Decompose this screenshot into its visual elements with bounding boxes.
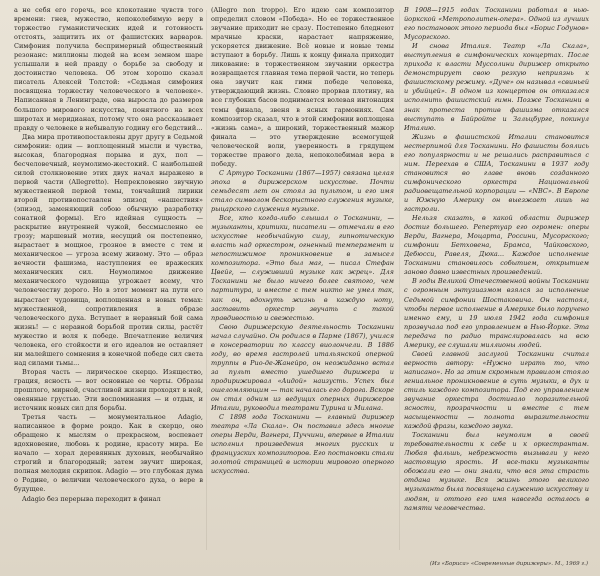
text-column-right (404, 6, 589, 551)
paragraph: И снова Италия. Театр «Ла Скала», выступления в симфонических концертах. После прихода к власти Муссолини дирижер открыто демонстрирует свою резкую неприязнь к фашистскому режиму. «Дуче» он называл «свиньей и убийцей». В одном из концертов он отказался исполнить фашистский гимн. Позже Тосканини в знак протеста против фашизма отказался выступать в Байройте и Зальцбурге, покинул Италию. (404, 42, 589, 132)
paragraph: Нельзя сказать, в какой области дирижер достиг большего. Репертуар его огромен: оперы Верди, Вагнера, Моцарта, Россини, Мусоргского; симфонии Бетховена, Брамса, Чайковского, Дебюсси, Равеля, Дюка... Каждое исполнение Тосканини становилось событием, открытием заново давно известных произведений. (404, 214, 589, 277)
paragraph: Третья часть — монументальное Adagio, написанное в форме рондо. Как в скерцо, оно обращено к мыслям о прекрасном, воспевает вдохновение, любовь к родине, красоту мира. Ее начало — хорал деревянных духовых, необычайно строгий и благородный; затем звучит широкая, полная мелодия скрипок. Adagio — это глубокая дума о Родине, о величии человеческого духа, о вере в будущее. (14, 413, 203, 494)
paragraph: Тосканини был неумолим в своей требовательности к себе и к оркестрантам. Любая фальшь, небрежность вызывали у него настоящую ярость. И все-таки музыканты обожали его — они знали, что вся эта страсть отдана музыке. Вся жизнь этого великого музыканта была посвящена служению искусству и людям, и оттого его имя навсегда осталось в памяти человечества. (404, 431, 589, 512)
paragraph: (Allegro non troppo). Его идею сам композитор определил словом «Победа». Но ее торжественное звучание приходит не сразу. Постепенно бледнеют мрачные краски, нарастает напряжение, ускоряется движение. Всё новые и новые темы вступают в борьбу. Лишь к концу финала приходит ликование: в торжественном звучании оркестра возвращается главная тема первой части, но теперь она звучит как гимн победе человека, утверждающий жизнь. Словно прорвав плотину, на все глубоких басов поднимается волевая интонация темы финала, звеня в ясных гармониях. Сам композитор сказал, что в этой симфонии воплощена «жизнь сама», а широкий, торжественный мажор финала — это утверждение всемогущей человеческой воли, уверенность в грядущем торжестве правого дела, непоколебимая вера в победу. (211, 6, 394, 168)
text-column-middle (211, 6, 394, 566)
text-column-left (14, 6, 203, 566)
paragraph: Вторая часть — лирическое скерцо. Изящество, грация, ясность — вот основные ее черты. Образы прошлого, мирной, счастливой жизни проходят в ней, овеянные грустью. Эти воспоминания — и отдых, и источник новых сил для борьбы. (14, 367, 203, 413)
column-gutter (206, 10, 207, 550)
column-gutter (399, 10, 400, 550)
paragraph: В годы Великой Отечественной войны Тосканини с огромным энтузиазмом взялся за исполнение Седьмой симфонии Шостаковича. Он настоял, чтобы первое исполнение в Америке было поручено именно ему, и 19 июля 1942 года симфония прозвучала под его управлением в Нью-Йорке. Эта передача по радио транслировалась на всю Америку, ее слушали миллионы людей. (404, 277, 589, 349)
source-citation: (Из «Бориса» «Современные дирижеры». М., 1969 г.) (429, 561, 588, 567)
paragraph: В 1908—1915 годах Тосканини работал в нью-йоркской «Метрополитен-опера». Одной из лучших его постановок этого периода был «Борис Годунов» Мусоргского. (404, 6, 589, 42)
paragraph: Два мира противопоставлены друг другу в Седьмой симфонии: один — воплощенный мысли и чувства, высокая, благородная порыва и дух, пол — бесчеловечный, неумолимо-жестокий. С наибольшей силой столкновение этих двух начал выражено в первой части (Allegretto). Непрекловенно звучную мужественной первой темы, тончайший лирики второй противопоставлен эпизод «нашествия» (эпизод, заменяющий собою обычную разработку сонатной формы). Его идейная сущность — раскрытие внутренней чужой, бессмысленно ее грозу; маршевый мотив, несущий он постепенно, вырастает в мощное, грозное в вместе с тем и механическое — угроза всему живому. Это — образ вечности фашизма, наступления ее вражеских механических сил. Неумолимое движение механического чудовища угрожает всему, что человечеству дорого. Но в этот момент на пути его вырастает чудовища, воплощенная в новых темах: мужественной, сопротивления в образе человеческого духа. Вступает в неравный бой сама жизнь! — с неравной борьбой против силы, растёт мужество и воля к победе. Впечатление величия человека, его стойкости и его идеалов не оставляет ни малейшего сомнения в конечной победе сил света над силами тьмы... (14, 132, 203, 367)
paragraph: С 1898 года Тосканини — главный дирижер театра «Ла Скала». Он поставил здесь многие оперы Верди, Вагнера, Пуччини, впервые в Италии исполнил произведения многих русских и французских композиторов. Его постановки стали золотой страницей в истории мирового оперного искусства. (211, 413, 394, 476)
paragraph: Все, кто когда-либо слышал о Тосканини, — музыканты, критики, писатели — отмечали в его искусстве необычайную силу, гипнотическую власть над оркестром, огненный темперамент и непостижимое проникновение в замысел композитора. «Это был маг, — писал Стефан Цвейг, — служивший музыке как жрец». Для Тосканини не было ничего более святого, чем партитура, и вместе с тем никто не умел так, как он, вдохнуть жизнь в каждую ноту, заставить оркестр звучать с такой правдивостью и свежестью. (211, 214, 394, 322)
paragraph: Жизнь в фашистской Италии становится нестерпимой для Тосканини. Но фашисты боялись его популярности и не решались расправиться с ним. Переехав в США, Тосканини в 1937 году становится во главе вновь созданного симфонического оркестра Национальной радиовещательной корпорации — «NBC». В Европе и Южную Америку он выезжает лишь на гастроли. (404, 132, 589, 214)
paragraph: Adagio без перерыва переходит в финал (22, 494, 161, 503)
paragraph-intro-toscanini: С Артуро Тосканини (1867—1957) связана целая эпоха в дирижерском искусстве. Почти семьдесят лет он стоял за пультом, и его имя стало символом бескорыстного служения музыке, рыцарского служения музыке. (211, 168, 394, 214)
paragraph: Свою дирижерскую деятельность Тосканини начал случайно. Он родился в Парме (1867), учился в консерватории по классу виолончели. В 1886 году, во время гастролей итальянской оперной труппы в Рио-де-Жанейро, он неожиданно встал за пульт вместо ушедшего дирижера и продирижировал «Аидой» наизусть. Успех был ошеломляющим — так началась его дорога. Вскоре он стал одним из ведущих оперных дирижеров Италии, руководил театрами Турина и Милана. (211, 322, 394, 413)
paragraph: а не себя его горечь, все клокотание чувств того времени: гнев, мужество, непоколебимую веру в торжество гуманистических идей и готовность отстоять, защитить их от фашистских варваров. Симфония получила беспримерный общественный резонанс: миллионы людей на всем земном шаре услышали в ней правду о борьбе за свободу и достоинство человека. Об этом хорошо сказал писатель Алексей Толстой: «Седьмая симфония посвящена торжеству человеческого в человеке». Написанная в Ленинграде, она выросла до размеров большого мирового искусства, понятного на всех широтах и меридианах, потому что она рассказывает правду о человеке в небывалую годину его бедствий... (14, 6, 203, 132)
paragraph: Своей главной заслугой Тосканини считал верность автору: «Нужно играть то, что написано». Но за этим скромным правилом стояло гениальное проникновение в суть музыки, в дух и стиль каждого композитора. Под его управлением звучание оркестра достигало поразительной ясности, прозрачности и вместе с тем насыщенности — полнота выразительности каждой фразы, каждого звука. (404, 349, 589, 431)
